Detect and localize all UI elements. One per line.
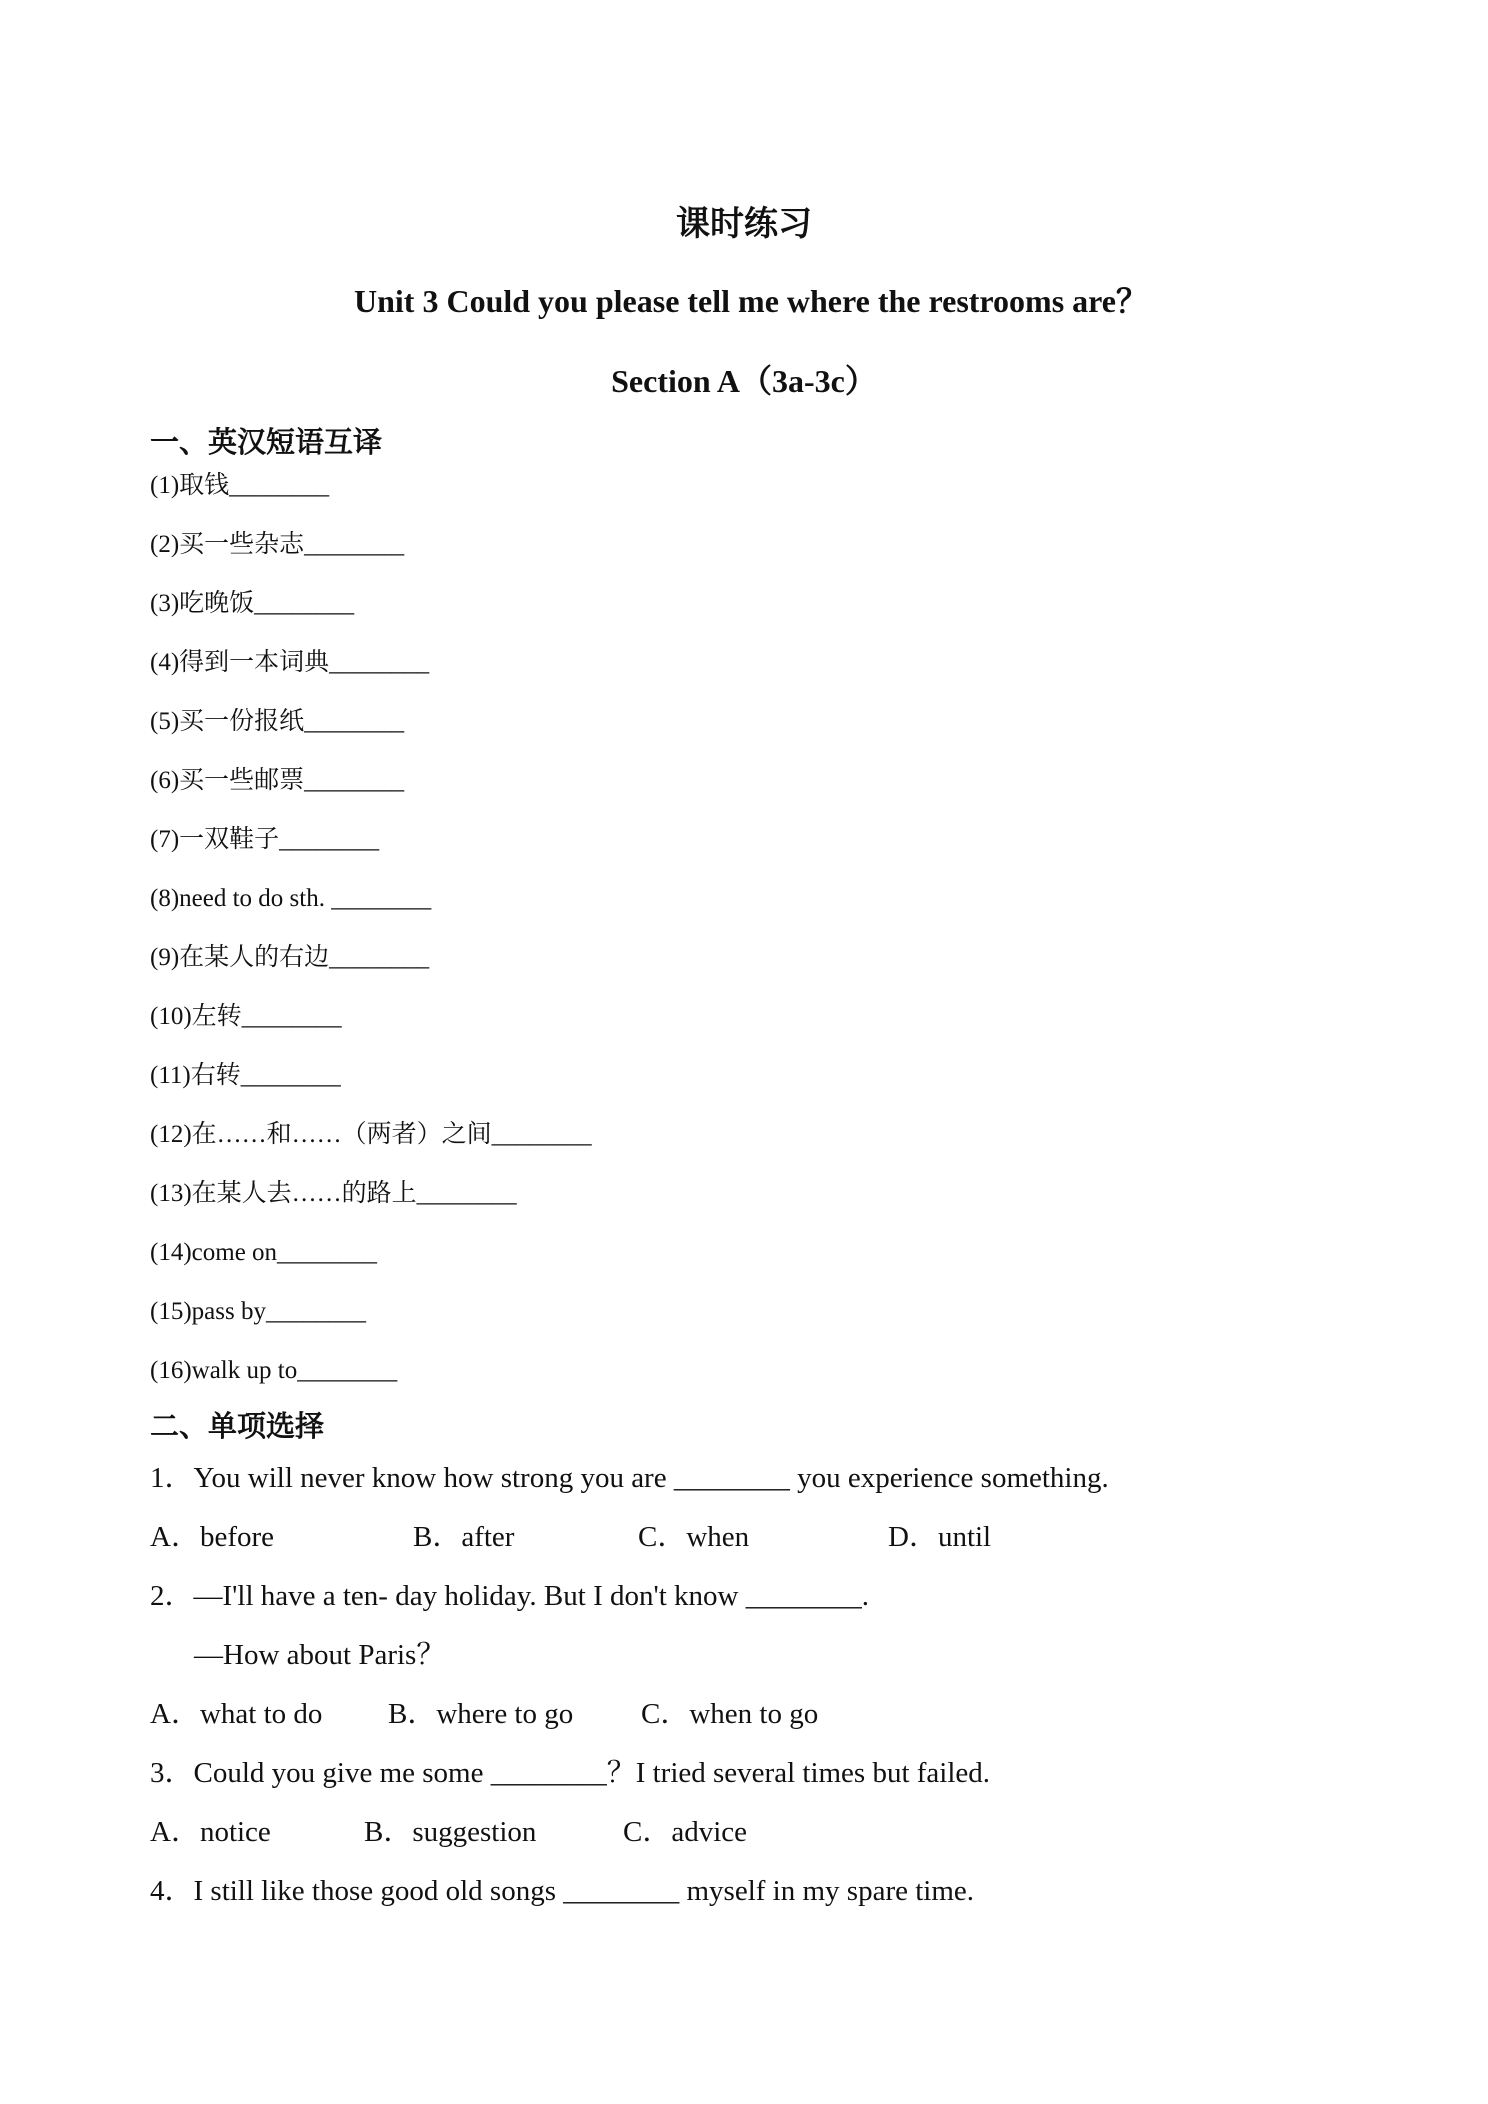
phrase-item-14: (14)come on________ [150,1239,378,1266]
phrase-item-3: (3)吃晚饭________ [150,590,355,617]
phrase-item-16: (16)walk up to________ [150,1357,398,1384]
question-1-option-c: C．when [638,1521,750,1553]
phrase-item-5: (5)买一份报纸________ [150,708,405,735]
question-4-stem: 4．I still like those good old songs ________ myself in my spare time. [150,1875,975,1907]
phrase-item-1: (1)取钱________ [150,472,330,499]
phrase-item-13: (13)在某人去……的路上________ [150,1180,517,1207]
unit-title: Unit 3 Could you please tell me where the restrooms are？ [354,283,1148,319]
question-2-option-a: A．what to do [150,1698,323,1730]
section-title: Section A（3a-3c） [611,363,877,399]
part2-heading: 二、单项选择 [150,1411,325,1443]
phrase-item-4: (4)得到一本词典________ [150,649,430,676]
phrase-item-10: (10)左转________ [150,1003,342,1030]
question-2-option-b: B．where to go [388,1698,574,1730]
question-3-option-b: B．suggestion [364,1816,537,1848]
phrase-item-9: (9)在某人的右边________ [150,944,430,971]
question-1-option-d: D．until [888,1521,992,1553]
phrase-item-15: (15)pass by________ [150,1298,366,1325]
phrase-item-12: (12)在……和……（两者）之间________ [150,1121,592,1148]
phrase-item-7: (7)一双鞋子________ [150,826,380,853]
question-1-option-b: B．after [413,1521,515,1553]
question-3-stem: 3．Could you give me some ________？I tried several times but failed. [150,1757,991,1789]
question-2-stem: 2．—I'll have a ten- day holiday. But I don't know ________. [150,1580,869,1612]
question-1-option-a: A．before [150,1521,275,1553]
document-title: 课时练习 [676,206,812,243]
phrase-item-2: (2)买一些杂志________ [150,531,405,558]
question-3-option-c: C．advice [623,1816,748,1848]
part1-heading: 一、英汉短语互译 [150,427,383,459]
phrase-item-8: (8)need to do sth. ________ [150,885,432,912]
question-1-stem: 1．You will never know how strong you are ________ you experience something. [150,1462,1109,1494]
phrase-translation-list [150,466,592,1410]
phrase-item-6: (6)买一些邮票________ [150,767,405,794]
question-2-reply: —How about Paris？ [194,1639,446,1671]
phrase-item-11: (11)右转________ [150,1062,341,1089]
question-3-option-a: A．notice [150,1816,271,1848]
question-2-option-c: C．when to go [641,1698,819,1730]
